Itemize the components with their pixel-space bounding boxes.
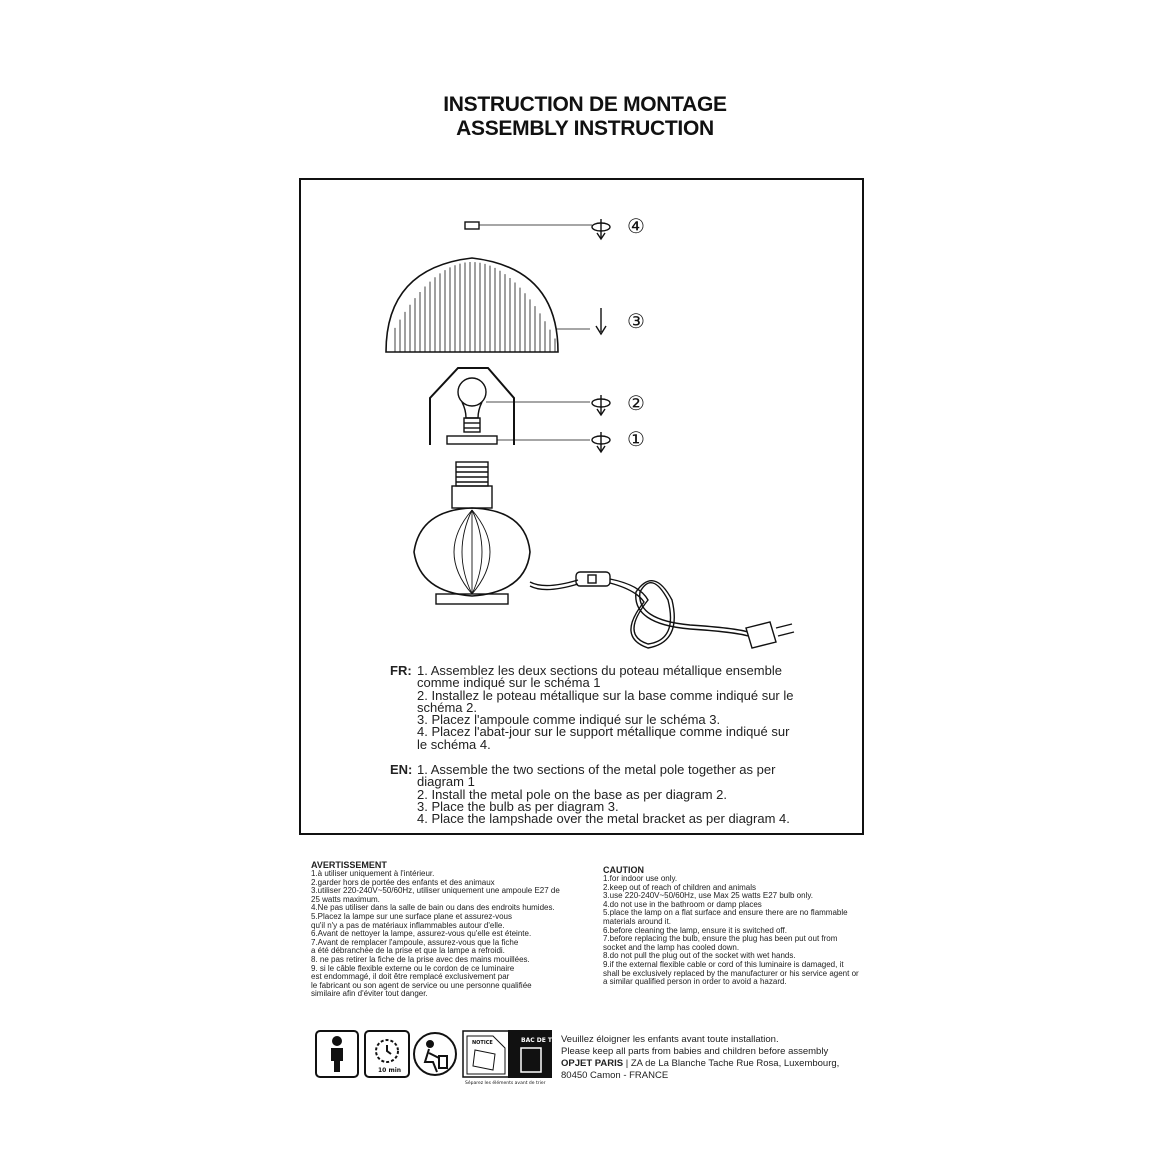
- warning-line: 1.à utiliser uniquement à l'intérieur.: [311, 869, 435, 878]
- lang-en-label: EN:: [390, 762, 413, 777]
- caution-line: 6.before cleaning the lamp, ensure it is switched off.: [603, 925, 787, 935]
- address-line2: 80450 Camon - FRANCE: [561, 1070, 669, 1081]
- time-label: 10 min: [378, 1067, 402, 1074]
- socket-ring: [447, 436, 497, 444]
- notice-sorting-icon: [463, 1031, 559, 1086]
- step-label-3: ③: [627, 309, 645, 333]
- title-en: ASSEMBLY INSTRUCTION: [456, 117, 714, 140]
- fr-line: 1. Assemblez les deux sections du poteau métallique ensemble: [417, 663, 782, 678]
- power-cord: [530, 572, 748, 648]
- finial-part: [465, 222, 479, 229]
- recycle-person-icon: [414, 1033, 456, 1075]
- warning-line: 4.Ne pas utiliser dans la salle de bain ou dans des endroits humides.: [311, 903, 555, 913]
- caution-line: 9.if the external flexible cable or cord of this luminaire is damaged, it: [603, 959, 844, 969]
- en-line: 3. Place the bulb as per diagram 3.: [417, 798, 619, 814]
- warning-line: est endommagé, il doit être remplacé exclusivement par: [311, 972, 510, 982]
- bulb: [458, 378, 486, 432]
- rotate-arrow-icon-4: [592, 219, 610, 239]
- footer-text: [561, 1034, 839, 1082]
- en-line: 1. Assemble the two sections of the metal pole together as per: [417, 762, 776, 777]
- warning-line: 8. ne pas retirer la fiche de la prise avec des mains mouillées.: [311, 954, 530, 964]
- fr-line: schéma 2.: [417, 699, 477, 715]
- address-line1: | ZA de La Blanche Tache Rue Rosa, Luxembourg,: [623, 1058, 840, 1069]
- fr-line: comme indiqué sur le schéma 1: [417, 675, 601, 691]
- step-label-2: ②: [627, 391, 645, 415]
- caution-line: 4.do not use in the bathroom or damp places: [603, 899, 762, 909]
- fr-line: 2. Installez le poteau métallique sur la base comme indiqué sur le: [417, 687, 794, 703]
- base-rib: [462, 510, 472, 594]
- footer-icons: [315, 1030, 559, 1086]
- caution-heading: CAUTION: [603, 865, 644, 875]
- base-rib: [454, 510, 472, 594]
- clock-icon: [365, 1031, 409, 1077]
- plug-icon: [746, 622, 794, 648]
- caution-line: 1.for indoor use only.: [603, 874, 678, 883]
- warning-line: similaire afin d'éviter tout danger.: [311, 989, 428, 999]
- footer-line-fr: Veuillez éloigner les enfants avant toute installation.: [561, 1034, 779, 1045]
- warning-line: 7.Avant de remplacer l'ampoule, assurez-vous que la fiche: [311, 937, 519, 947]
- caution-line: 7.before replacing the bulb, ensure the plug has been put out from: [603, 934, 838, 944]
- warning-line: 3.utiliser 220-240V~50/60Hz, utiliser uniquement une ampoule E27 de: [311, 886, 560, 896]
- warning-line: 9. si le câble flexible externe ou le cordon de ce luminaire: [311, 963, 515, 973]
- rotate-arrow-icon-1: [592, 432, 610, 452]
- caution-line: shall be exclusively replaced by the manufacturer or his service agent or: [603, 968, 859, 978]
- rotate-arrow-icon-2: [592, 395, 610, 415]
- one-person-icon: [316, 1031, 358, 1077]
- base-rib: [472, 510, 490, 594]
- step-label-1: ①: [627, 427, 645, 451]
- lang-fr-label: FR:: [390, 663, 412, 678]
- base-rib: [472, 510, 482, 594]
- step-label-4: ④: [627, 214, 645, 238]
- warning-heading: AVERTISSEMENT: [311, 860, 387, 870]
- footer-line-en: Please keep all parts from babies and children before assembly: [561, 1046, 829, 1057]
- en-line: 4. Place the lampshade over the metal bracket as per diagram 4.: [417, 811, 790, 827]
- caution-line: socket and the lamp has cooled down.: [603, 942, 740, 952]
- warning-line: 5.Placez la lampe sur une surface plane et assurez-vous: [311, 911, 512, 921]
- brand-name: OPJET PARIS: [561, 1058, 624, 1069]
- bac-label: BAC DE TRI: [521, 1037, 559, 1044]
- fr-line: le schéma 4.: [417, 736, 491, 752]
- caution-line: 2.keep out of reach of children and animals: [603, 882, 756, 892]
- en-line: diagram 1: [417, 774, 475, 790]
- warning-line: 25 watts maximum.: [311, 894, 380, 904]
- warning-line: 2.garder hors de portée des enfants et des animaux: [311, 877, 495, 887]
- en-line: 2. Install the metal pole on the base as per diagram 2.: [417, 786, 728, 802]
- warning-line: qu'il n'y a pas de matériaux inflammables autour d'elle.: [311, 920, 505, 930]
- caution-line: a similar qualified person in order to avoid a hazard.: [603, 977, 787, 987]
- caution-line: 3.use 220-240V~50/60Hz, use Max 25 watts E27 bulb only.: [603, 891, 813, 901]
- down-arrow-icon-3: [596, 308, 606, 334]
- warning-line: le fabricant ou son agent de service ou une personne qualifiée: [311, 980, 532, 990]
- threaded-pole: [452, 462, 492, 508]
- caution-line: 5.place the lamp on a flat surface and ensure there are no flammable: [603, 908, 848, 918]
- fr-line: 4. Placez l'abat-jour sur le support métallique comme indiqué sur: [417, 724, 790, 740]
- caution-line: 8.do not pull the plug out of the socket with wet hands.: [603, 951, 796, 961]
- footer-address: [561, 1058, 839, 1070]
- notice-label: NOTICE: [472, 1040, 493, 1046]
- caution-en: [603, 865, 859, 987]
- warning-line: 6.Avant de nettoyer la lampe, assurez-vous qu'elle est éteinte.: [311, 929, 532, 939]
- warning-line: a été débranchée de la prise et que la lampe a refroidi.: [311, 946, 505, 956]
- title-fr: INSTRUCTION DE MONTAGE: [443, 93, 727, 116]
- caution-line: materials around it.: [603, 916, 672, 926]
- warning-fr: [311, 860, 560, 999]
- fr-line: 3. Placez l'ampoule comme indiqué sur le schéma 3.: [417, 712, 721, 728]
- lampshade: [386, 258, 558, 352]
- separate-label: Séparez les éléments avant de trier: [465, 1081, 546, 1086]
- lamp-base: [414, 508, 530, 604]
